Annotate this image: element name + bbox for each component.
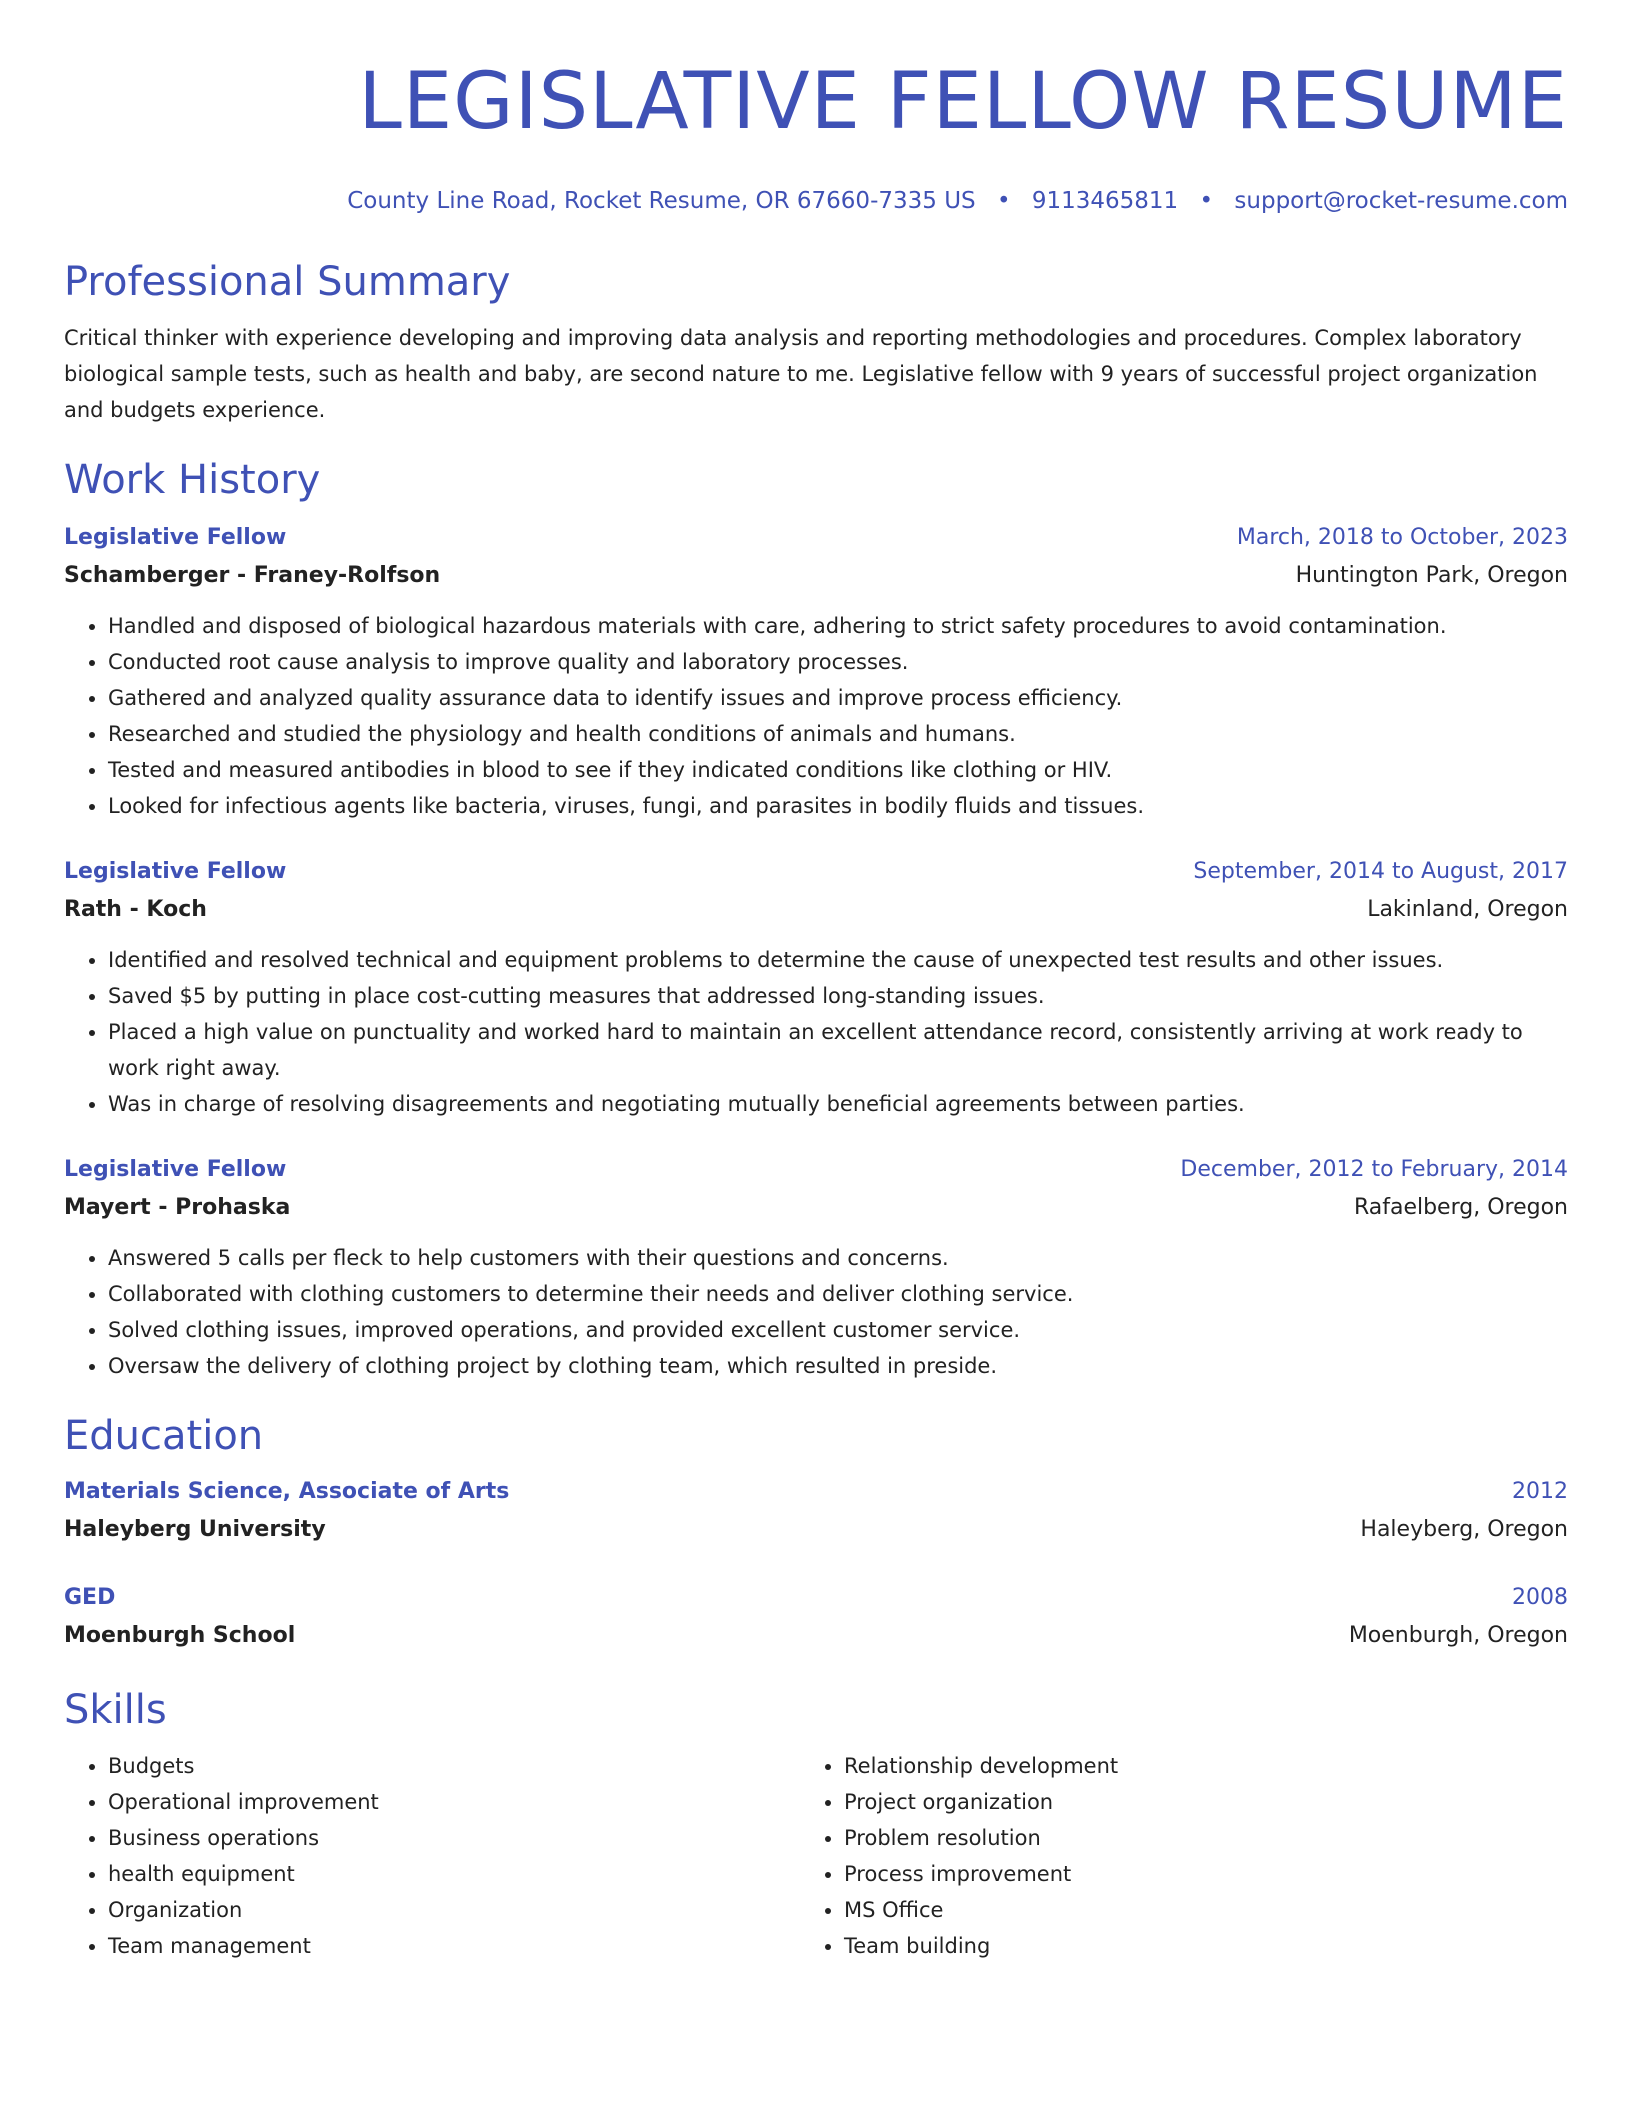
- job-entry: [64, 1152, 1568, 1384]
- job-bullet: • Collaborated with clothing customers to determine their needs and deliver clothing service.: [108, 1276, 1568, 1312]
- contact-address: County Line Road, Rocket Resume, OR 67660-7335 US: [347, 188, 976, 214]
- job-bullets: [64, 1240, 1568, 1384]
- education-location: Haleyberg, Oregon: [1360, 1517, 1568, 1542]
- skill-item: • Project organization: [844, 1784, 1536, 1820]
- job-bullet: • Saved $5 by putting in place cost-cutting measures that addressed long-standing issues.: [108, 978, 1568, 1014]
- contact-email: support@rocket-resume.com: [1234, 188, 1568, 214]
- job-bullet: • Tested and measured antibodies in blood to see if they indicated conditions like clothing or HIV.: [108, 752, 1568, 788]
- job-bullet: • Conducted root cause analysis to improve quality and laboratory processes.: [108, 644, 1568, 680]
- job-bullet: • Was in charge of resolving disagreements and negotiating mutually beneficial agreements between parties.: [108, 1086, 1568, 1122]
- summary-text: Critical thinker with experience developing and improving data analysis and reporting methodologies and procedures. Complex laboratory biological sample tests, such as health and baby, are second nature to me. Legislative fellow with 9 years of successful project organization and budgets experience.: [64, 326, 1538, 422]
- education-year: 2012: [1512, 1479, 1568, 1504]
- education-section: [64, 1410, 1568, 1656]
- contact-line: [64, 184, 1568, 218]
- skill-item: • Relationship development: [844, 1748, 1536, 1784]
- job-bullets: [64, 608, 1568, 824]
- skill-item: • Team building: [844, 1928, 1536, 1964]
- summary-heading: Professional Summary: [64, 259, 511, 305]
- education-entry: [64, 1474, 1568, 1550]
- job-bullet: • Handled and disposed of biological hazardous materials with care, adhering to strict safety procedures to avoid contamination.: [108, 608, 1568, 644]
- job-location: Huntington Park, Oregon: [1295, 563, 1568, 588]
- skill-item: • health equipment: [108, 1856, 800, 1892]
- job-bullet: • Looked for infectious agents like bacteria, viruses, fungi, and parasites in bodily fluids and tissues.: [108, 788, 1568, 824]
- job-title: Legislative Fellow: [64, 1157, 287, 1182]
- education-year: 2008: [1512, 1585, 1568, 1610]
- skills-heading: Skills: [64, 1687, 167, 1733]
- job-location: Rafaelberg, Oregon: [1353, 1195, 1568, 1220]
- job-location: Lakinland, Oregon: [1367, 897, 1568, 922]
- job-company: Schamberger - Franey-Rolfson: [64, 563, 441, 588]
- job-dates: December, 2012 to February, 2014: [1180, 1157, 1568, 1182]
- job-bullets: [64, 942, 1568, 1122]
- education-entry: [64, 1580, 1568, 1656]
- skill-item: • Business operations: [108, 1820, 800, 1856]
- work-history-section: [64, 454, 1568, 1384]
- contact-phone: 9113465811: [1031, 188, 1179, 214]
- education-degree: GED: [64, 1585, 116, 1610]
- education-school: Moenburgh School: [64, 1623, 296, 1648]
- job-company: Rath - Koch: [64, 897, 207, 922]
- job-bullet: • Researched and studied the physiology and health conditions of animals and humans.: [108, 716, 1568, 752]
- contact-separator: •: [1199, 188, 1214, 214]
- job-entry: [64, 520, 1568, 824]
- contact-separator: •: [996, 188, 1011, 214]
- summary-section: [64, 256, 1568, 428]
- job-bullet: • Solved clothing issues, improved operations, and provided excellent customer service.: [108, 1312, 1568, 1348]
- job-entry: [64, 854, 1568, 1122]
- work-history-heading: Work History: [64, 457, 321, 503]
- job-bullet: • Gathered and analyzed quality assurance data to identify issues and improve process efficiency.: [108, 680, 1568, 716]
- skill-item: • Organization: [108, 1892, 800, 1928]
- skill-item: • MS Office: [844, 1892, 1536, 1928]
- job-title: Legislative Fellow: [64, 859, 287, 884]
- job-bullet: • Oversaw the delivery of clothing project by clothing team, which resulted in preside.: [108, 1348, 1568, 1384]
- job-bullet: • Identified and resolved technical and equipment problems to determine the cause of unexpected test results and other issues.: [108, 942, 1568, 978]
- skills-list-right: [800, 1748, 1536, 1964]
- education-school: Haleyberg University: [64, 1517, 326, 1542]
- skill-item: • Budgets: [108, 1748, 800, 1784]
- education-degree: Materials Science, Associate of Arts: [64, 1479, 510, 1504]
- skill-item: • Problem resolution: [844, 1820, 1536, 1856]
- job-bullet: • Placed a high value on punctuality and worked hard to maintain an excellent attendance record, consistently arriving at work ready to work right away.: [108, 1014, 1568, 1086]
- job-dates: March, 2018 to October, 2023: [1236, 525, 1568, 550]
- skills-section: [64, 1684, 1568, 1964]
- skill-item: • Process improvement: [844, 1856, 1536, 1892]
- job-title: Legislative Fellow: [64, 525, 287, 550]
- job-bullet: • Answered 5 calls per fleck to help customers with their questions and concerns.: [108, 1240, 1568, 1276]
- education-location: Moenburgh, Oregon: [1348, 1623, 1568, 1648]
- skill-item: • Operational improvement: [108, 1784, 800, 1820]
- resume-title: LEGISLATIVE FELLOW RESUME: [358, 57, 1568, 147]
- education-heading: Education: [64, 1413, 264, 1459]
- job-company: Mayert - Prohaska: [64, 1195, 291, 1220]
- job-dates: September, 2014 to August, 2017: [1193, 859, 1568, 884]
- skill-item: • Team management: [108, 1928, 800, 1964]
- skills-list-left: [64, 1748, 800, 1964]
- skills-columns: [64, 1748, 1568, 1964]
